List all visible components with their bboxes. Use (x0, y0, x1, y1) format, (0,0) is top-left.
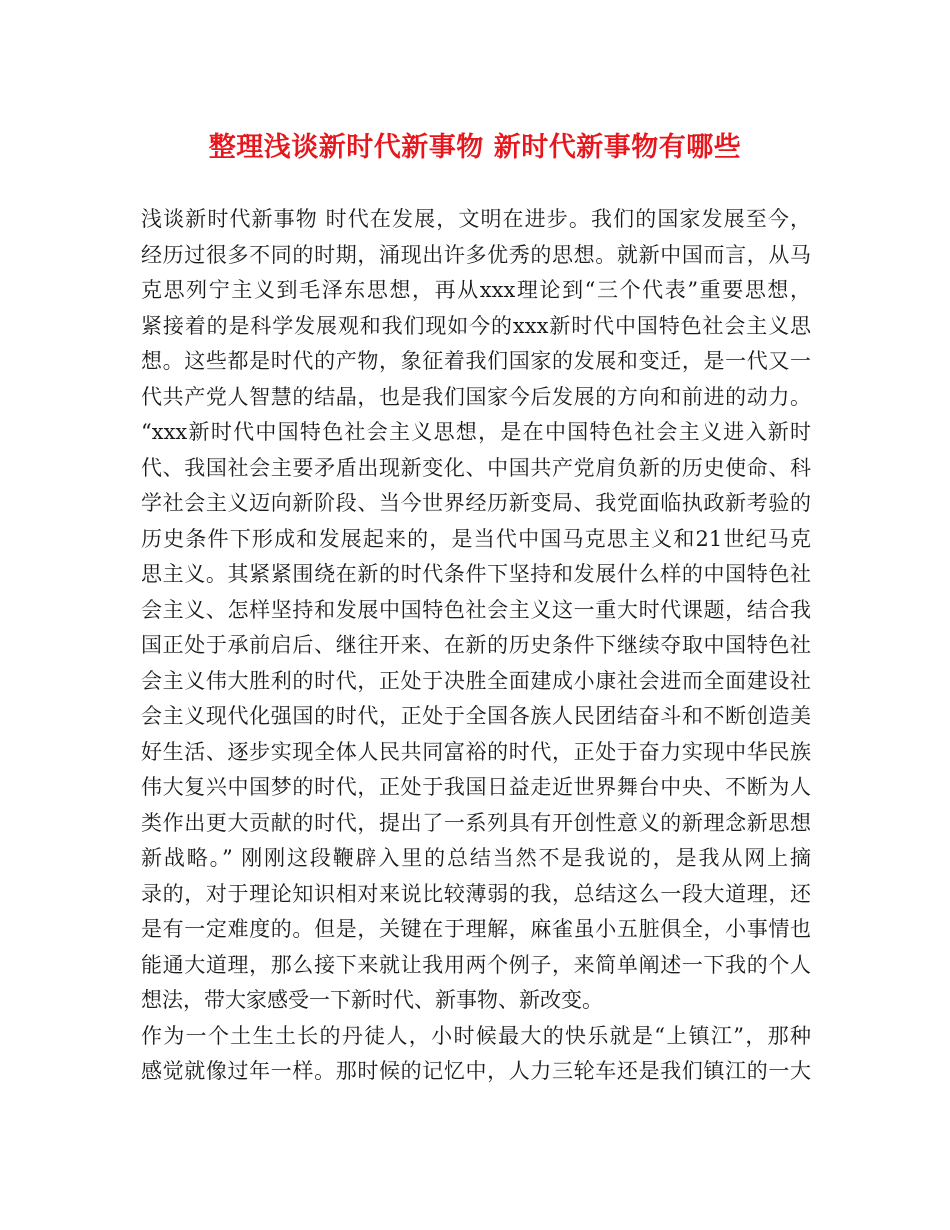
text-line: 会主义现代化强国的时代，正处于全国各族人民团结奋斗和不断创造美 (141, 704, 811, 728)
text-line: 好生活、逐步实现全体人民共同富裕的时代，正处于奋力实现中华民族 (141, 739, 811, 764)
text-line: 紧接着的是科学发展观和我们现如今的xxx新时代中国特色社会主义思 (141, 313, 811, 338)
document-body (141, 202, 811, 1090)
text-line: 国正处于承前启后、继往开来、在新的历史条件下继续夺取中国特色社 (141, 633, 811, 657)
text-line: 会主义、怎样坚持和发展中国特色社会主义这一重大时代课题，结合我 (141, 597, 811, 622)
text-line: 想。这些都是时代的产物，象征着我们国家的发展和变迁，是一代又一 (141, 349, 811, 373)
text-line: 想法，带大家感受一下新时代、新事物、新改变。 (141, 988, 603, 1012)
text-line: 是有一定难度的。但是，关键在于理解，麻雀虽小五脏俱全，小事情也 (141, 917, 811, 941)
text-line: 感觉就像过年一样。那时候的记忆中，人力三轮车还是我们镇江的一大 (141, 1059, 811, 1083)
text-line: 代、我国社会主要矛盾出现新变化、中国共产党肩负新的历史使命、科 (141, 455, 811, 480)
text-line: 浅谈新时代新事物 时代在发展，文明在进步。我们的国家发展至今， (141, 207, 811, 231)
text-line: 代共产党人智慧的结晶，也是我们国家今后发展的方向和前进的动力。 (141, 384, 811, 409)
text-line: 思主义。其紧紧围绕在新的时代条件下坚持和发展什么样的中国特色社 (141, 562, 811, 586)
document-title: 整理浅谈新时代新事物 新时代新事物有哪些 (208, 132, 742, 163)
text-line: 类作出更大贡献的时代，提出了一系列具有开创性意义的新理念新思想 (141, 810, 811, 835)
text-line: 新战略。” 刚刚这段鞭辟入里的总结当然不是我说的，是我从网上摘 (141, 846, 811, 870)
text-line: 克思列宁主义到毛泽东思想，再从xxx理论到“三个代表”重要思想， (141, 278, 811, 302)
text-line: 学社会主义迈向新阶段、当今世界经历新变局、我党面临执政新考验的 (141, 491, 811, 515)
text-line: 经历过很多不同的时期，涌现出许多优秀的思想。就新中国而言，从马 (141, 242, 811, 267)
text-line: “xxx新时代中国特色社会主义思想，是在中国特色社会主义进入新时 (141, 420, 811, 444)
text-line: 录的，对于理论知识相对来说比较薄弱的我，总结这么一段大道理，还 (141, 881, 811, 906)
text-line: 作为一个土生土长的丹徒人，小时候最大的快乐就是“上镇江”，那种 (141, 1023, 811, 1048)
text-line: 伟大复兴中国梦的时代，正处于我国日益走近世界舞台中央、不断为人 (141, 775, 811, 799)
text-line: 会主义伟大胜利的时代，正处于决胜全面建成小康社会进而全面建设社 (141, 668, 811, 693)
text-line: 历史条件下形成和发展起来的，是当代中国马克思主义和21世纪马克 (141, 526, 811, 551)
text-line: 能通大道理，那么接下来就让我用两个例子，来简单阐述一下我的个人 (141, 952, 811, 977)
